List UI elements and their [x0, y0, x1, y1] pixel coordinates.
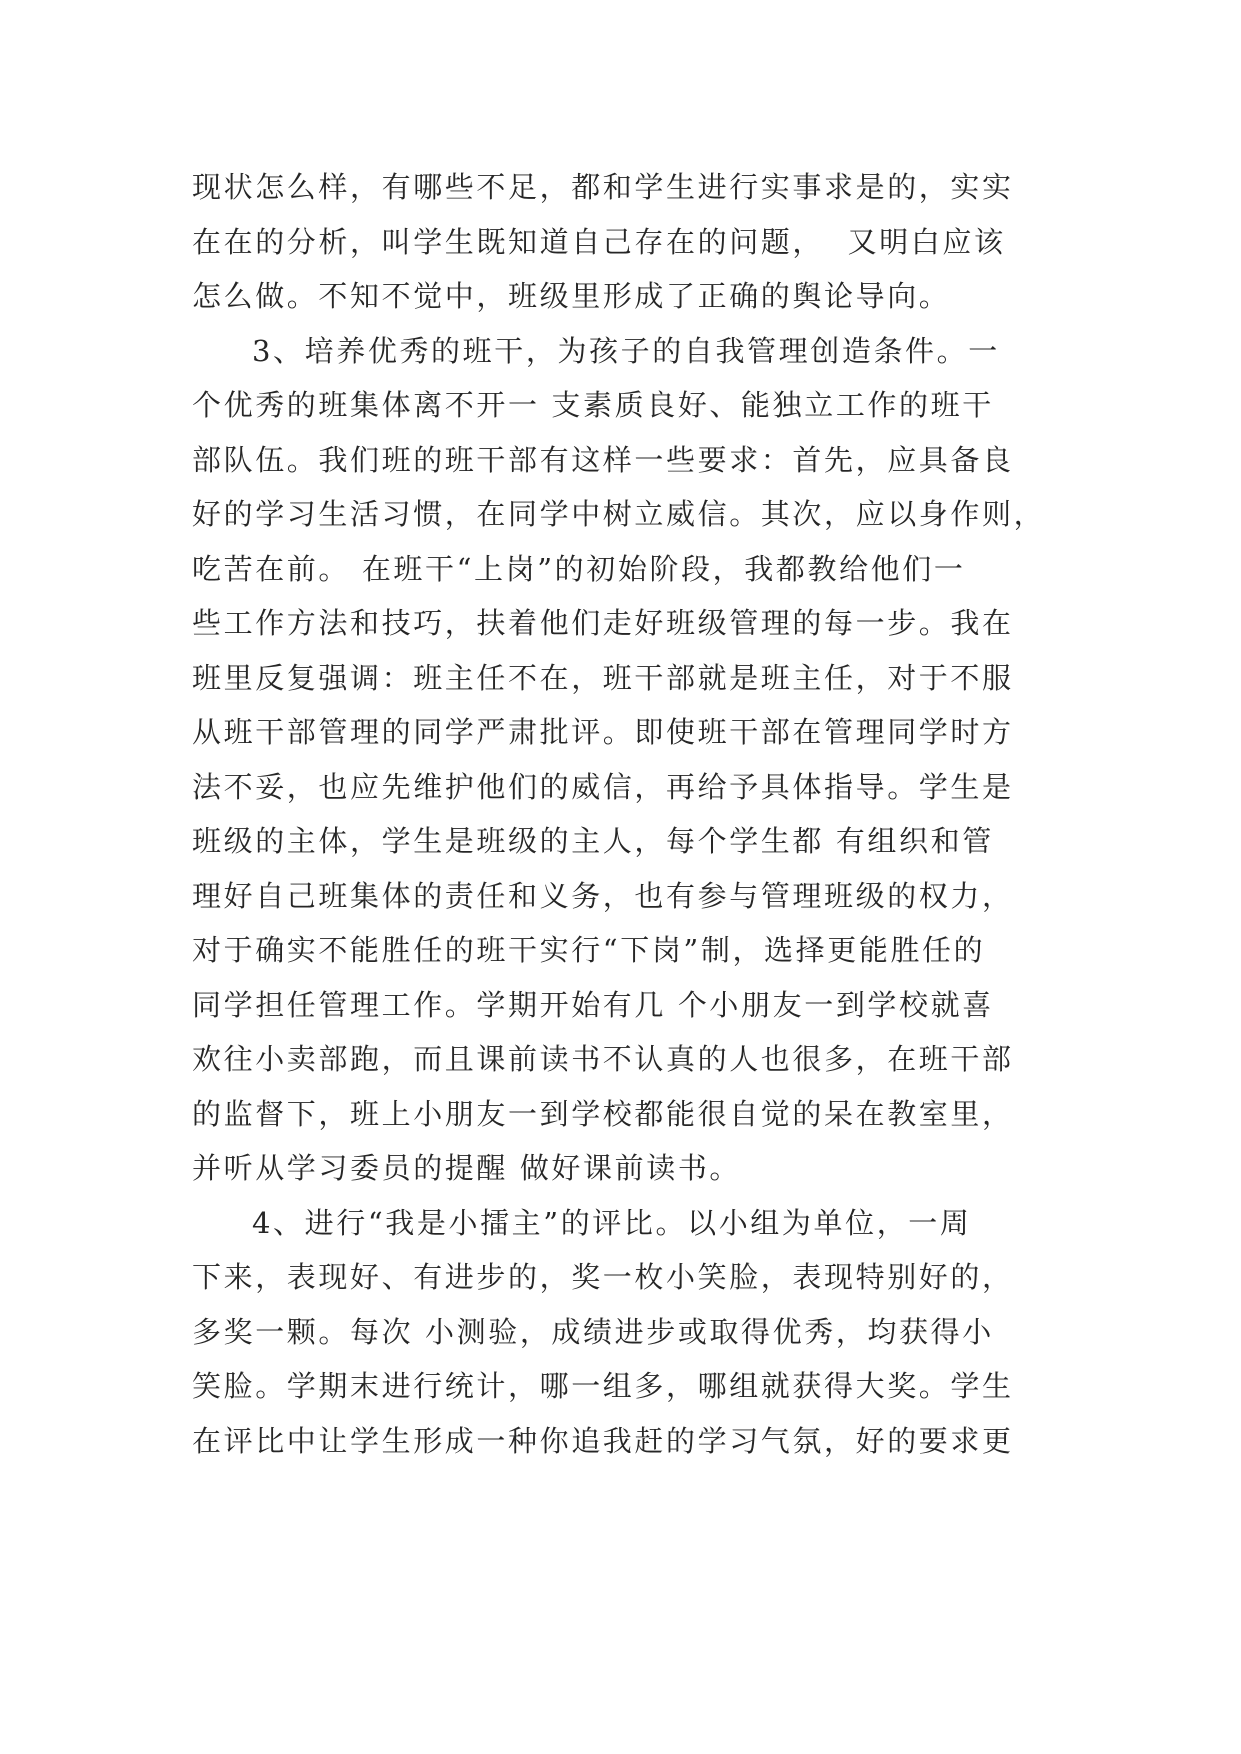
- text-line: 班里反复强调：班主任不在，班干部就是班主任，对于不服: [192, 660, 1014, 695]
- text-line: 的监督下，班上小朋友一到学校都能很自觉的呆在教室里，: [192, 1096, 1014, 1131]
- text-line: 个优秀的班集体离不开一 支素质良好、能独立工作的班干: [192, 388, 994, 422]
- body-text: [192, 160, 1052, 1468]
- text-line: 对于确实不能胜任的班干实行“下岗”制，选择更能胜任的: [192, 933, 986, 967]
- text-line: 理好自己班集体的责任和义务，也有参与管理班级的权力，: [192, 878, 1014, 913]
- text-line: 3、培养优秀的班干，为孩子的自我管理创造条件。一: [252, 333, 1000, 368]
- text-line: 怎么做。不知不觉中，班级里形成了正确的舆论导向。: [192, 279, 951, 313]
- text-line: 部队伍。我们班的班干部有这样一些要求：首先，应具备良: [192, 442, 1014, 477]
- text-line: 同学担任管理工作。学期开始有几 个小朋友一到学校就喜: [192, 987, 994, 1022]
- text-line: 4、进行“我是小擂主”的评比。以小组为单位，一周: [252, 1205, 972, 1240]
- text-line: 在在的分析，叫学生既知道自己存在的问题， 又明白应该: [192, 224, 1006, 259]
- text-line: 笑脸。学期末进行统计，哪一组多，哪组就获得大奖。学生: [192, 1369, 1014, 1403]
- text-line: 欢往小卖部跑，而且课前读书不认真的人也很多，在班干部: [192, 1042, 1014, 1076]
- text-line: 法不妥，也应先维护他们的威信，再给予具体指导。学生是: [192, 769, 1014, 804]
- text-line: 些工作方法和技巧，扶着他们走好班级管理的每一步。我在: [192, 606, 1014, 640]
- text-line: 在评比中让学生形成一种你追我赶的学习气氛，好的要求更: [192, 1423, 1014, 1458]
- text-line: 班级的主体，学生是班级的主人，每个学生都 有组织和管: [192, 824, 994, 858]
- text-line: 并听从学习委员的提醒 做好课前读书。: [192, 1151, 742, 1185]
- text-line: 吃苦在前。 在班干“上岗”的初始阶段，我都教给他们一: [192, 551, 966, 586]
- text-line: 好的学习生活习惯，在同学中树立威信。其次，应以身作则，: [192, 497, 1046, 531]
- text-line: 下来，表现好、有进步的，奖一枚小笑脸，表现特别好的，: [192, 1260, 1014, 1294]
- text-line: 多奖一颗。每次 小测验，成绩进步或取得优秀，均获得小: [192, 1314, 994, 1349]
- text-line: 从班干部管理的同学严肃批评。即使班干部在管理同学时方: [192, 715, 1014, 749]
- text-line: 现状怎么样，有哪些不足，都和学生进行实事求是的，实实: [192, 170, 1014, 204]
